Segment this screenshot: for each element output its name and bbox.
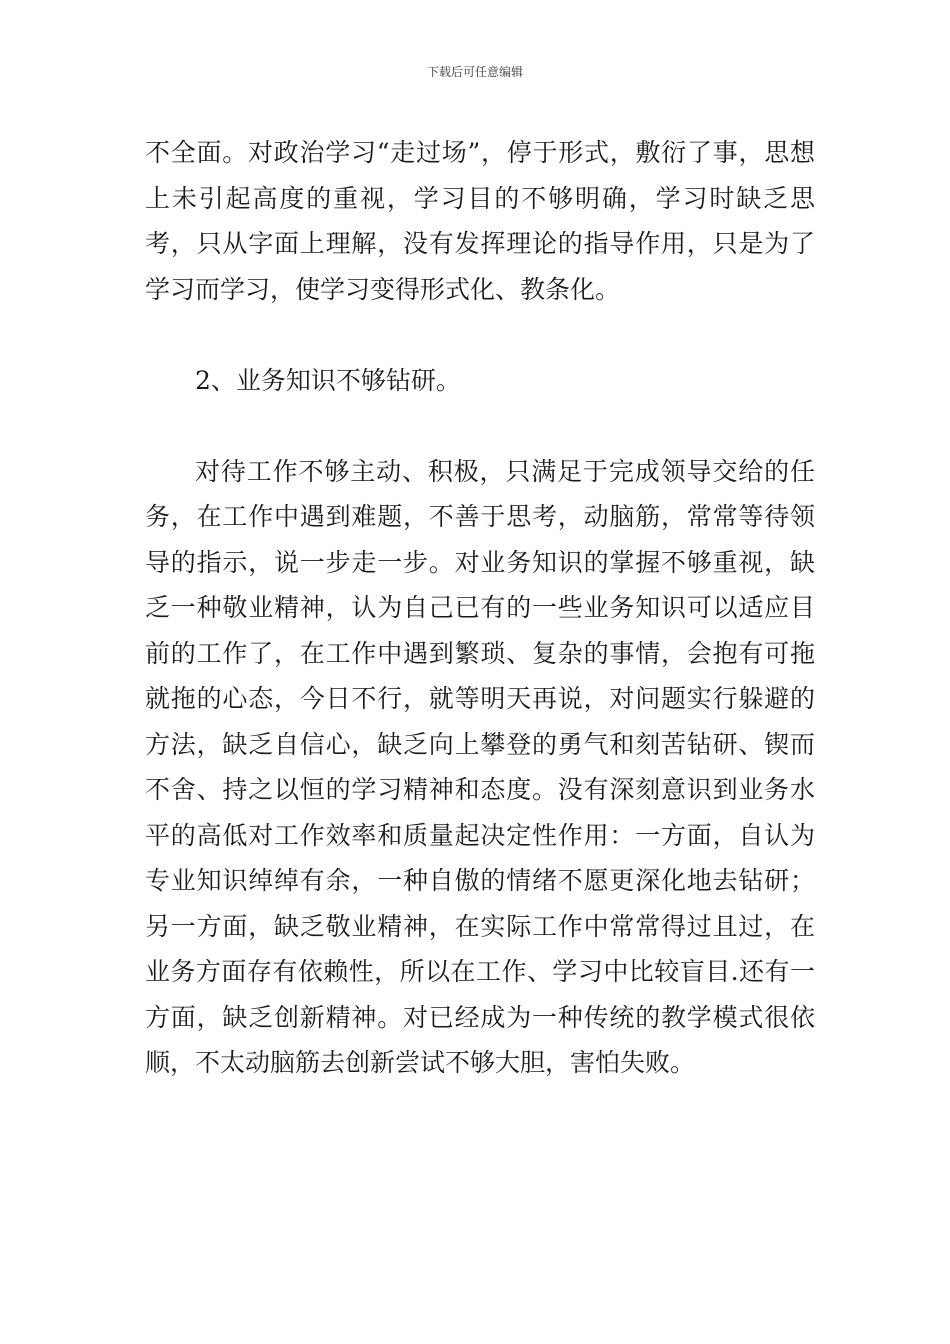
section-heading: 2、业务知识不够钻研。 bbox=[195, 365, 461, 395]
page-header: 下载后可任意编辑 bbox=[426, 65, 523, 79]
document-body bbox=[145, 130, 815, 1086]
paragraph-continuation: 不全面。对政治学习“走过场”，停于形式，敷衍了事，思想上未引起高度的重视，学习目的不够明确，学习时缺乏思考，只从字面上理解，没有发挥理论的指导作用，只是为了学习而学习，使学习变得形式化、教条化。 bbox=[145, 138, 815, 304]
paragraph-body: 对待工作不够主动、积极，只满足于完成领导交给的任务，在工作中遇到难题，不善于思考，动脑筋，常常等待领导的指示，说一步走一步。对业务知识的掌握不够重视，缺乏一种敬业精神，认为自己已有的一些业务知识可以适应目前的工作了，在工作中遇到繁琐、复杂的事情，会抱有可拖就拖的心态，今日不行，就等明天再说，对问题实行躲避的方法，缺乏自信心，缺乏向上攀登的勇气和刻苦钻研、锲而不舍、持之以恒的学习精神和态度。没有深刻意识到业务水平的高低对工作效率和质量起决定性作用：一方面，自认为专业知识绰绰有余，一种自傲的情绪不愿更深化地去钻研；另一方面，缺乏敬业精神，在实际工作中常常得过且过，在业务方面存有依赖性，所以在工作、学习中比较盲目.还有一方面，缺乏创新精神。对已经成为一种传统的教学模式很依顺，不太动脑筋去创新尝试不够大胆，害怕失败。 bbox=[145, 456, 815, 1077]
